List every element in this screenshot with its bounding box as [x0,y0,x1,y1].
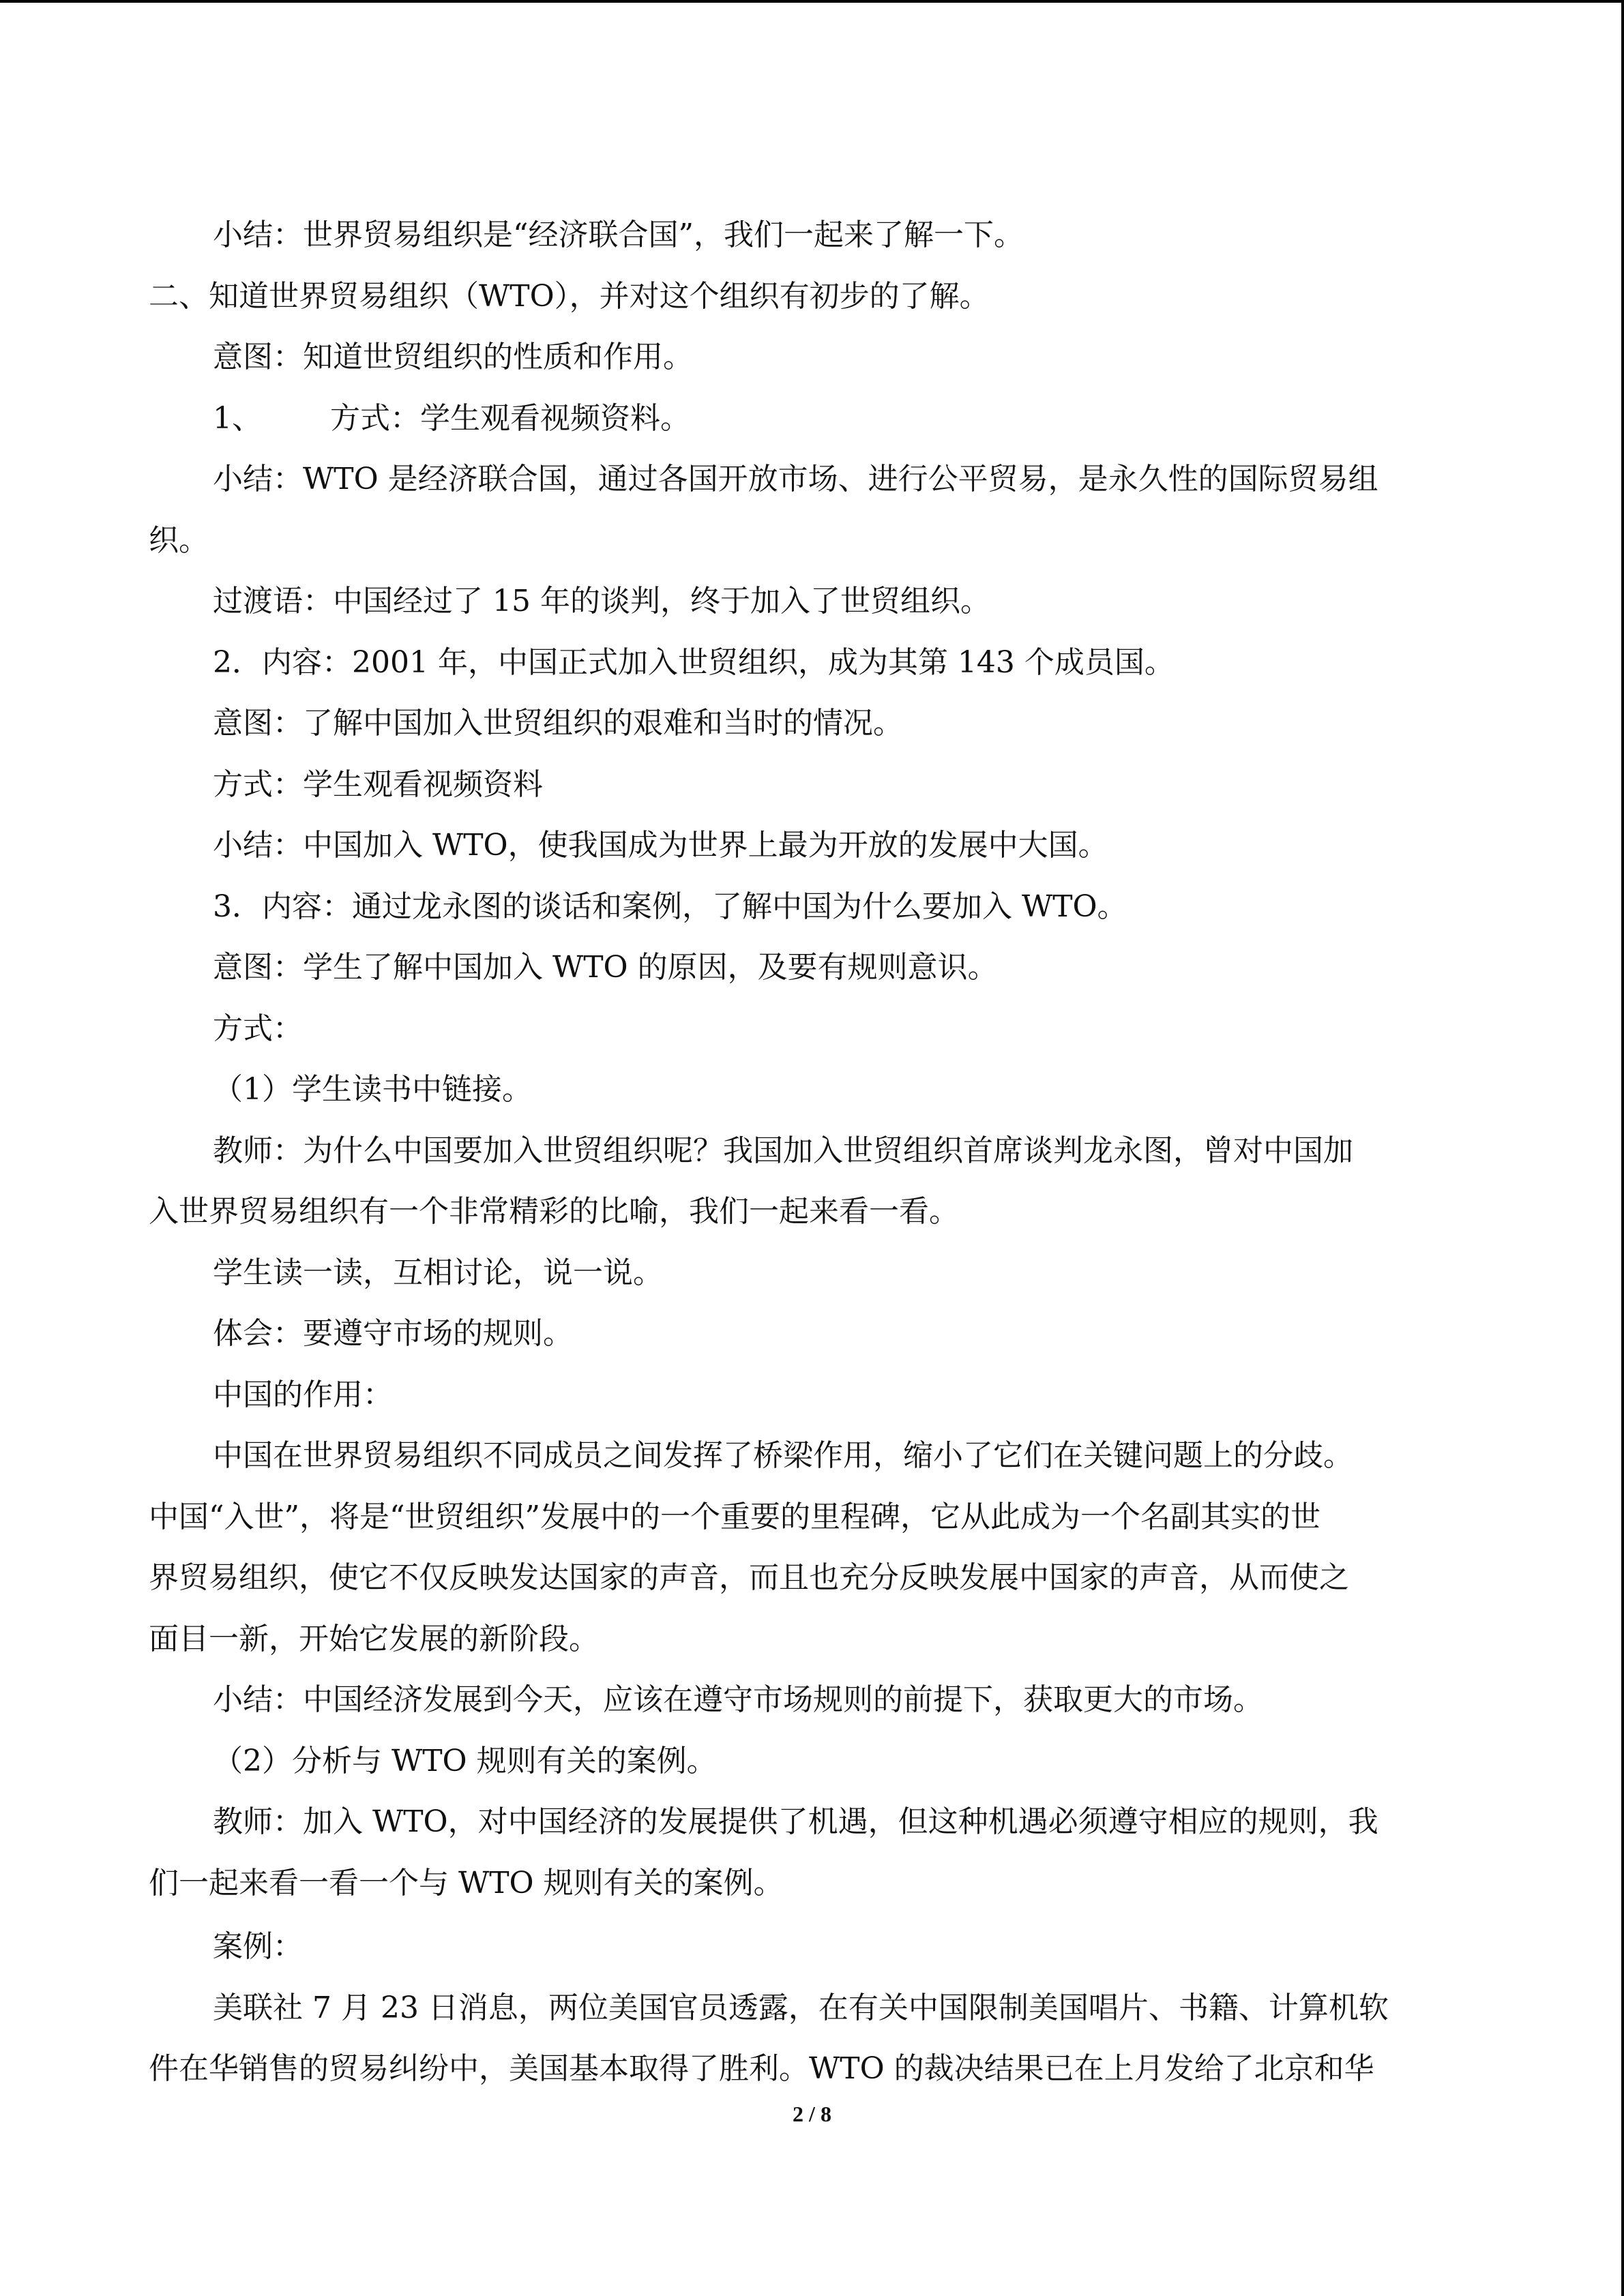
method-item [149,388,1475,449]
paragraph-continuation: 入世界贸易组织有一个非常精彩的比喻，我们一起来看一看。 [149,1194,959,1229]
paragraph-continuation: 件在华销售的贸易纠纷中，美国基本取得了胜利。WTO 的裁决结果已在上月发给了北京和华 [149,2051,1374,2086]
subheading: 中国的作用： [213,1377,393,1412]
summary-paragraph: 小结：中国经济发展到今天，应该在遵守市场规则的前提下，获取更大的市场。 [213,1682,1263,1717]
intent-paragraph: 意图：了解中国加入世贸组织的艰难和当时的情况。 [213,706,903,741]
summary-paragraph: 小结：中国加入 WTO，使我国成为世界上最为开放的发展中大国。 [213,828,1108,863]
document-body [149,205,1475,2100]
paragraph-continuation: 面目一新，开始它发展的新阶段。 [149,1621,599,1656]
teacher-paragraph: 教师：加入 WTO，对中国经济的发展提供了机遇，但这种机遇必须遵守相应的规则，我 [213,1804,1378,1839]
paragraph-continuation: 织。 [149,522,209,558]
content-paragraph: 3．内容：通过龙永图的谈话和案例，了解中国为什么要加入 WTO。 [213,889,1127,924]
paragraph-continuation: 中国“入世”，将是“世贸组织”发展中的一个重要的里程碑，它从此成为一个名副其实的世 [149,1499,1320,1534]
content-paragraph: 2．内容：2001 年，中国正式加入世贸组织，成为其第 143 个成员国。 [213,644,1175,680]
case-paragraph: 美联社 7 月 23 日消息，两位美国官员透露，在有关中国限制美国唱片、书籍、计算机软 [213,1990,1389,2025]
paragraph-continuation: 界贸易组织，使它不仅反映发达国家的声音，而且也充分反映发展中国家的声音，从而使之 [149,1560,1349,1595]
transition-paragraph: 过渡语：中国经过了 15 年的谈判，终于加入了世贸组织。 [213,584,990,618]
intent-paragraph: 意图：知道世贸组织的性质和作用。 [213,340,693,374]
paragraph-continuation: 们一起来看一看一个与 WTO 规则有关的案例。 [149,1865,784,1900]
insight-paragraph: 体会：要遵守市场的规则。 [213,1316,573,1351]
step-paragraph: （2）分析与 WTO 规则有关的案例。 [213,1743,717,1778]
case-label: 案例： [213,1929,303,1964]
step-paragraph: （1）学生读书中链接。 [213,1072,532,1107]
summary-paragraph: 小结：世界贸易组织是“经济联合国”，我们一起来了解一下。 [213,218,1024,252]
student-paragraph: 学生读一读，互相讨论，说一说。 [213,1255,663,1290]
item-text: 方式：学生观看视频资料。 [330,400,690,436]
item-number: 1、 [213,400,262,436]
method-paragraph: 方式：学生观看视频资料 [213,766,543,802]
intent-paragraph: 意图：学生了解中国加入 WTO 的原因，及要有规则意识。 [213,950,998,985]
section-heading: 二、知道世界贸易组织（WTO），并对这个组织有初步的了解。 [149,278,990,314]
page-number: 2 / 8 [793,2102,831,2126]
teacher-paragraph: 教师：为什么中国要加入世贸组织呢？我国加入世贸组织首席谈判龙永图，曾对中国加 [213,1133,1353,1168]
summary-paragraph: 小结：WTO 是经济联合国，通过各国开放市场、进行公平贸易，是永久性的国际贸易组 [213,462,1378,496]
role-paragraph: 中国在世界贸易组织不同成员之间发挥了桥梁作用，缩小了它们在关键问题上的分歧。 [213,1438,1353,1473]
method-paragraph: 方式： [213,1011,303,1046]
